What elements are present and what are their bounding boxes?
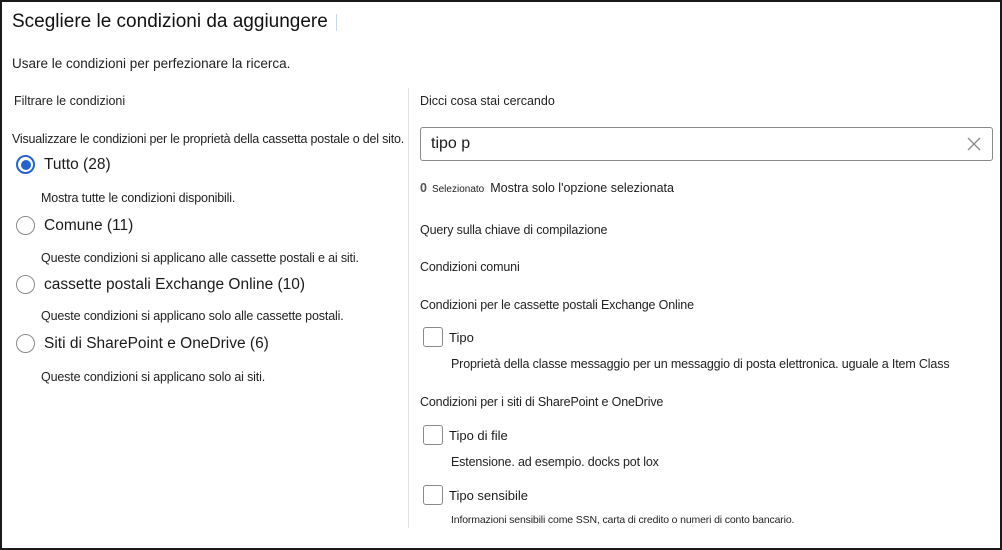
text-caret	[336, 14, 337, 31]
condition-description: Proprietà della classe messaggio per un messaggio di posta elettronica. uguale a Item Class	[451, 357, 950, 371]
radio-option-exchange-mailboxes[interactable]	[16, 275, 305, 294]
panel-divider	[408, 88, 409, 528]
radio-description: Queste condizioni si applicano solo alle cassette postali.	[41, 309, 344, 323]
condition-description: Informazioni sensibili come SSN, carta di credito o numeri di conto bancario.	[451, 514, 795, 526]
radio-label: Siti di SharePoint e OneDrive (6)	[44, 334, 269, 352]
condition-label: Tipo	[449, 329, 474, 345]
condition-type[interactable]	[423, 327, 474, 347]
radio-label: Comune (11)	[44, 216, 134, 234]
radio-unchecked-icon[interactable]	[16, 216, 35, 235]
selected-label: Selezionato	[431, 184, 485, 195]
checkbox-unchecked-icon[interactable]	[423, 327, 443, 347]
radio-description: Queste condizioni si applicano solo ai siti.	[41, 370, 266, 384]
radio-label: Tutto (28)	[44, 155, 111, 173]
search-input[interactable]	[431, 133, 951, 155]
condition-file-type[interactable]	[423, 425, 508, 445]
filter-description: Visualizzare le condizioni per le proprietà della cassetta postale o del sito.	[12, 132, 405, 146]
radio-description: Queste condizioni si applicano alle cassette postali e ai siti.	[41, 251, 359, 265]
dialog-subtitle: Usare le condizioni per perfezionare la ricerca.	[12, 56, 291, 71]
radio-label: cassette postali Exchange Online (10)	[44, 275, 306, 293]
selected-count: 0	[420, 181, 427, 195]
filter-heading: Filtrare le condizioni	[14, 94, 126, 108]
group-heading-exchange: Condizioni per le cassette postali Exchange Online	[420, 298, 694, 312]
group-heading-common: Condizioni comuni	[420, 260, 520, 274]
radio-option-common[interactable]	[16, 216, 133, 235]
radio-description: Mostra tutte le condizioni disponibili.	[41, 191, 236, 205]
show-selected-only-link[interactable]: Mostra solo l'opzione selezionata	[490, 181, 674, 195]
dialog-title: Scegliere le condizioni da aggiungere	[12, 11, 328, 32]
checkbox-unchecked-icon[interactable]	[423, 425, 443, 445]
checkbox-unchecked-icon[interactable]	[423, 485, 443, 505]
radio-option-sharepoint-sites[interactable]	[16, 334, 269, 353]
search-heading: Dicci cosa stai cercando	[420, 94, 555, 108]
radio-checked-icon[interactable]	[16, 155, 35, 174]
radio-unchecked-icon[interactable]	[16, 275, 35, 294]
selection-summary	[420, 181, 674, 195]
radio-unchecked-icon[interactable]	[16, 334, 35, 353]
condition-label: Tipo sensibile	[449, 487, 529, 503]
condition-sensitive-type[interactable]	[423, 485, 528, 505]
close-icon[interactable]	[966, 136, 982, 152]
search-box[interactable]	[420, 127, 993, 161]
condition-label: Tipo di file	[449, 427, 508, 443]
radio-option-all[interactable]	[16, 155, 111, 174]
group-heading-sharepoint: Condizioni per i siti di SharePoint e OneDrive	[420, 395, 664, 409]
group-heading-keyql: Query sulla chiave di compilazione	[420, 223, 608, 237]
condition-description: Estensione. ad esempio. docks pot lox	[451, 455, 659, 469]
